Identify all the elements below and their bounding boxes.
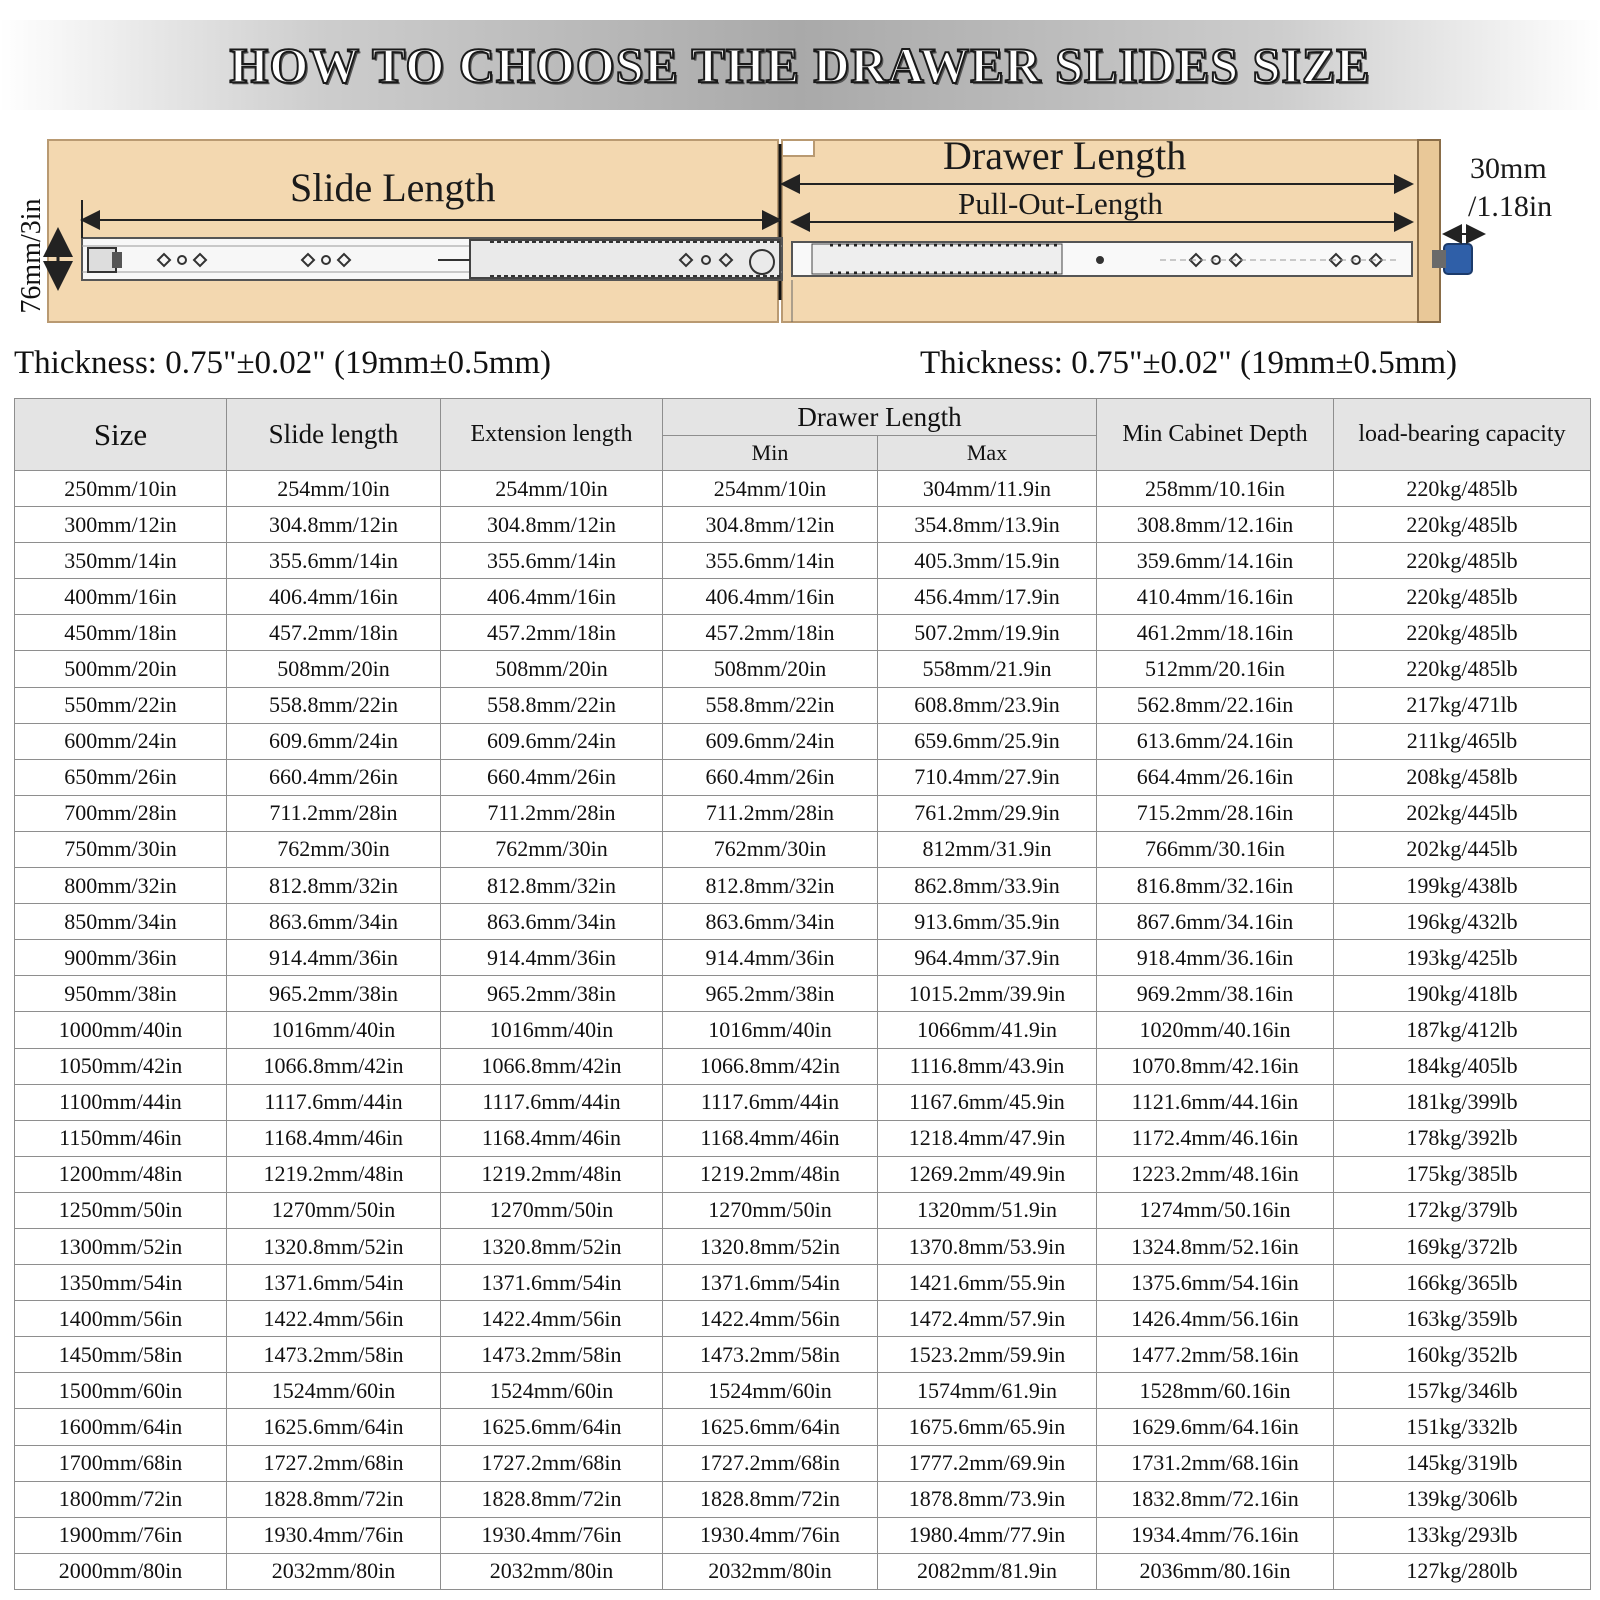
cell-drawer-max: 456.4mm/17.9in [878, 579, 1097, 615]
cell-drawer-max: 1472.4mm/57.9in [878, 1301, 1097, 1337]
cell-load-capacity: 178kg/392lb [1334, 1120, 1591, 1156]
cell-min-cabinet-depth: 1832.8mm/72.16in [1097, 1481, 1334, 1517]
cell-load-capacity: 163kg/359lb [1334, 1301, 1591, 1337]
cell-extension-length: 355.6mm/14in [441, 543, 663, 579]
cell-size: 1250mm/50in [15, 1192, 227, 1228]
header-drawer-min: Min [663, 436, 878, 471]
cell-size: 450mm/18in [15, 615, 227, 651]
table-row [15, 1301, 1591, 1337]
cell-min-cabinet-depth: 715.2mm/28.16in [1097, 795, 1334, 831]
cell-drawer-max: 1167.6mm/45.9in [878, 1084, 1097, 1120]
cell-drawer-max: 659.6mm/25.9in [878, 723, 1097, 759]
cell-extension-length: 660.4mm/26in [441, 759, 663, 795]
table-row [15, 940, 1591, 976]
drawer-slide-diagram [0, 130, 1600, 340]
cell-drawer-max: 1370.8mm/53.9in [878, 1228, 1097, 1264]
height-label: 76mm/3in [16, 198, 47, 314]
cell-drawer-max: 1116.8mm/43.9in [878, 1048, 1097, 1084]
cell-drawer-max: 1320mm/51.9in [878, 1192, 1097, 1228]
cell-slide-length: 2032mm/80in [227, 1553, 441, 1589]
header-drawer-max: Max [878, 436, 1097, 471]
cell-extension-length: 508mm/20in [441, 651, 663, 687]
table-row [15, 868, 1591, 904]
cell-size: 650mm/26in [15, 759, 227, 795]
cell-drawer-min: 762mm/30in [663, 831, 878, 867]
cell-load-capacity: 160kg/352lb [1334, 1337, 1591, 1373]
cell-slide-length: 304.8mm/12in [227, 507, 441, 543]
cell-load-capacity: 220kg/485lb [1334, 507, 1591, 543]
cell-size: 1800mm/72in [15, 1481, 227, 1517]
table-row [15, 543, 1591, 579]
cell-load-capacity: 184kg/405lb [1334, 1048, 1591, 1084]
gap-mm-label: 30mm [1470, 152, 1547, 185]
cell-slide-length: 457.2mm/18in [227, 615, 441, 651]
cell-slide-length: 1371.6mm/54in [227, 1265, 441, 1301]
cell-load-capacity: 220kg/485lb [1334, 615, 1591, 651]
table-row [15, 1156, 1591, 1192]
cell-slide-length: 1473.2mm/58in [227, 1337, 441, 1373]
pull-out-length-label: Pull-Out-Length [958, 186, 1163, 221]
cell-load-capacity: 193kg/425lb [1334, 940, 1591, 976]
cell-drawer-min: 1828.8mm/72in [663, 1481, 878, 1517]
header-load-capacity: load-bearing capacity [1334, 399, 1591, 471]
gap-in-label: /1.18in [1468, 190, 1553, 223]
cell-size: 1450mm/58in [15, 1337, 227, 1373]
table-row [15, 1337, 1591, 1373]
cell-slide-length: 558.8mm/22in [227, 687, 441, 723]
cell-drawer-min: 457.2mm/18in [663, 615, 878, 651]
cell-drawer-max: 405.3mm/15.9in [878, 543, 1097, 579]
cell-slide-length: 609.6mm/24in [227, 723, 441, 759]
cell-size: 550mm/22in [15, 687, 227, 723]
cell-drawer-min: 660.4mm/26in [663, 759, 878, 795]
cell-size: 2000mm/80in [15, 1553, 227, 1589]
cell-size: 350mm/14in [15, 543, 227, 579]
table-row [15, 1445, 1591, 1481]
cell-extension-length: 2032mm/80in [441, 1553, 663, 1589]
cell-drawer-max: 354.8mm/13.9in [878, 507, 1097, 543]
drawer-front [1418, 140, 1440, 322]
cell-min-cabinet-depth: 2036mm/80.16in [1097, 1553, 1334, 1589]
cell-drawer-max: 1980.4mm/77.9in [878, 1517, 1097, 1553]
header-size: Size [15, 399, 227, 471]
cell-size: 250mm/10in [15, 471, 227, 507]
cell-slide-length: 914.4mm/36in [227, 940, 441, 976]
table-row [15, 976, 1591, 1012]
cell-drawer-max: 1066mm/41.9in [878, 1012, 1097, 1048]
cell-load-capacity: 172kg/379lb [1334, 1192, 1591, 1228]
table-row [15, 723, 1591, 759]
cell-extension-length: 558.8mm/22in [441, 687, 663, 723]
cell-size: 1700mm/68in [15, 1445, 227, 1481]
cell-load-capacity: 196kg/432lb [1334, 904, 1591, 940]
cell-drawer-min: 1117.6mm/44in [663, 1084, 878, 1120]
cell-load-capacity: 202kg/445lb [1334, 831, 1591, 867]
header-extension-length: Extension length [441, 399, 663, 471]
cell-drawer-min: 254mm/10in [663, 471, 878, 507]
cell-extension-length: 1625.6mm/64in [441, 1409, 663, 1445]
cell-extension-length: 1320.8mm/52in [441, 1228, 663, 1264]
size-spec-table [14, 398, 1591, 1590]
cell-min-cabinet-depth: 766mm/30.16in [1097, 831, 1334, 867]
cell-drawer-max: 507.2mm/19.9in [878, 615, 1097, 651]
cell-size: 850mm/34in [15, 904, 227, 940]
cell-min-cabinet-depth: 1324.8mm/52.16in [1097, 1228, 1334, 1264]
cell-drawer-max: 1675.6mm/65.9in [878, 1409, 1097, 1445]
slide-length-label: Slide Length [290, 165, 496, 210]
cell-min-cabinet-depth: 258mm/10.16in [1097, 471, 1334, 507]
cell-size: 1150mm/46in [15, 1120, 227, 1156]
cell-load-capacity: 202kg/445lb [1334, 795, 1591, 831]
cell-size: 1000mm/40in [15, 1012, 227, 1048]
cell-drawer-max: 1878.8mm/73.9in [878, 1481, 1097, 1517]
cell-slide-length: 711.2mm/28in [227, 795, 441, 831]
cell-load-capacity: 151kg/332lb [1334, 1409, 1591, 1445]
table-row [15, 1373, 1591, 1409]
cell-drawer-min: 355.6mm/14in [663, 543, 878, 579]
cell-drawer-min: 609.6mm/24in [663, 723, 878, 759]
cell-size: 1500mm/60in [15, 1373, 227, 1409]
cell-min-cabinet-depth: 1172.4mm/46.16in [1097, 1120, 1334, 1156]
table-row [15, 1517, 1591, 1553]
cell-load-capacity: 127kg/280lb [1334, 1553, 1591, 1589]
cell-drawer-min: 1219.2mm/48in [663, 1156, 878, 1192]
cell-drawer-min: 965.2mm/38in [663, 976, 878, 1012]
cell-slide-length: 1828.8mm/72in [227, 1481, 441, 1517]
cell-size: 1600mm/64in [15, 1409, 227, 1445]
cell-slide-length: 863.6mm/34in [227, 904, 441, 940]
table-row [15, 1553, 1591, 1589]
cell-min-cabinet-depth: 1070.8mm/42.16in [1097, 1048, 1334, 1084]
cell-drawer-min: 406.4mm/16in [663, 579, 878, 615]
table-row [15, 1012, 1591, 1048]
cell-min-cabinet-depth: 410.4mm/16.16in [1097, 579, 1334, 615]
table-row [15, 759, 1591, 795]
cell-slide-length: 660.4mm/26in [227, 759, 441, 795]
cell-load-capacity: 166kg/365lb [1334, 1265, 1591, 1301]
cell-extension-length: 1473.2mm/58in [441, 1337, 663, 1373]
cell-drawer-min: 508mm/20in [663, 651, 878, 687]
cell-size: 750mm/30in [15, 831, 227, 867]
cell-load-capacity: 169kg/372lb [1334, 1228, 1591, 1264]
cell-drawer-min: 1422.4mm/56in [663, 1301, 878, 1337]
cell-load-capacity: 133kg/293lb [1334, 1517, 1591, 1553]
page-title: HOW TO CHOOSE THE DRAWER SLIDES SIZE [229, 37, 1371, 93]
cell-extension-length: 1066.8mm/42in [441, 1048, 663, 1084]
cell-slide-length: 1422.4mm/56in [227, 1301, 441, 1337]
cell-extension-length: 304.8mm/12in [441, 507, 663, 543]
cell-min-cabinet-depth: 1934.4mm/76.16in [1097, 1517, 1334, 1553]
cell-load-capacity: 220kg/485lb [1334, 543, 1591, 579]
cell-extension-length: 762mm/30in [441, 831, 663, 867]
cell-drawer-max: 1015.2mm/39.9in [878, 976, 1097, 1012]
cell-drawer-max: 2082mm/81.9in [878, 1553, 1097, 1589]
cell-slide-length: 1219.2mm/48in [227, 1156, 441, 1192]
cell-extension-length: 1016mm/40in [441, 1012, 663, 1048]
cell-extension-length: 1930.4mm/76in [441, 1517, 663, 1553]
cell-size: 950mm/38in [15, 976, 227, 1012]
cell-drawer-min: 1625.6mm/64in [663, 1409, 878, 1445]
table-body [15, 471, 1591, 1590]
thickness-note-left: Thickness: 0.75"±0.02" (19mm±0.5mm) [14, 345, 552, 381]
cell-extension-length: 1727.2mm/68in [441, 1445, 663, 1481]
cell-slide-length: 1727.2mm/68in [227, 1445, 441, 1481]
cell-extension-length: 1270mm/50in [441, 1192, 663, 1228]
table-row [15, 904, 1591, 940]
cell-extension-length: 965.2mm/38in [441, 976, 663, 1012]
cell-min-cabinet-depth: 359.6mm/14.16in [1097, 543, 1334, 579]
cell-drawer-min: 914.4mm/36in [663, 940, 878, 976]
cell-min-cabinet-depth: 918.4mm/36.16in [1097, 940, 1334, 976]
cell-load-capacity: 175kg/385lb [1334, 1156, 1591, 1192]
slide-illustration [0, 130, 1600, 340]
cell-min-cabinet-depth: 1528mm/60.16in [1097, 1373, 1334, 1409]
cell-load-capacity: 220kg/485lb [1334, 471, 1591, 507]
cell-min-cabinet-depth: 1629.6mm/64.16in [1097, 1409, 1334, 1445]
cell-min-cabinet-depth: 512mm/20.16in [1097, 651, 1334, 687]
table-row [15, 1228, 1591, 1264]
cell-drawer-max: 1421.6mm/55.9in [878, 1265, 1097, 1301]
cell-drawer-max: 1777.2mm/69.9in [878, 1445, 1097, 1481]
cell-size: 900mm/36in [15, 940, 227, 976]
header-min-cabinet-depth: Min Cabinet Depth [1097, 399, 1334, 471]
cell-extension-length: 457.2mm/18in [441, 615, 663, 651]
cell-size: 600mm/24in [15, 723, 227, 759]
cell-size: 1350mm/54in [15, 1265, 227, 1301]
cell-load-capacity: 217kg/471lb [1334, 687, 1591, 723]
cell-drawer-min: 1168.4mm/46in [663, 1120, 878, 1156]
cell-drawer-min: 1270mm/50in [663, 1192, 878, 1228]
cell-slide-length: 1320.8mm/52in [227, 1228, 441, 1264]
cell-drawer-max: 558mm/21.9in [878, 651, 1097, 687]
table-row [15, 471, 1591, 507]
cell-drawer-max: 710.4mm/27.9in [878, 759, 1097, 795]
cell-slide-length: 355.6mm/14in [227, 543, 441, 579]
cell-min-cabinet-depth: 969.2mm/38.16in [1097, 976, 1334, 1012]
table-row [15, 579, 1591, 615]
cell-min-cabinet-depth: 461.2mm/18.16in [1097, 615, 1334, 651]
cell-size: 800mm/32in [15, 868, 227, 904]
cell-slide-length: 1524mm/60in [227, 1373, 441, 1409]
cell-drawer-min: 558.8mm/22in [663, 687, 878, 723]
table-row [15, 651, 1591, 687]
cell-drawer-min: 304.8mm/12in [663, 507, 878, 543]
cell-slide-length: 1930.4mm/76in [227, 1517, 441, 1553]
cell-slide-length: 508mm/20in [227, 651, 441, 687]
cell-drawer-min: 711.2mm/28in [663, 795, 878, 831]
cell-min-cabinet-depth: 1274mm/50.16in [1097, 1192, 1334, 1228]
cell-extension-length: 1828.8mm/72in [441, 1481, 663, 1517]
cell-drawer-max: 1574mm/61.9in [878, 1373, 1097, 1409]
cell-drawer-min: 1727.2mm/68in [663, 1445, 878, 1481]
cell-drawer-min: 1930.4mm/76in [663, 1517, 878, 1553]
cell-drawer-min: 1016mm/40in [663, 1012, 878, 1048]
cell-load-capacity: 139kg/306lb [1334, 1481, 1591, 1517]
cell-size: 1100mm/44in [15, 1084, 227, 1120]
cell-min-cabinet-depth: 308.8mm/12.16in [1097, 507, 1334, 543]
drawer-length-label: Drawer Length [943, 133, 1187, 178]
cell-drawer-min: 2032mm/80in [663, 1553, 878, 1589]
table-row [15, 1409, 1591, 1445]
cell-extension-length: 711.2mm/28in [441, 795, 663, 831]
cell-extension-length: 1219.2mm/48in [441, 1156, 663, 1192]
cell-size: 1400mm/56in [15, 1301, 227, 1337]
cell-load-capacity: 145kg/319lb [1334, 1445, 1591, 1481]
cell-load-capacity: 157kg/346lb [1334, 1373, 1591, 1409]
cell-size: 1050mm/42in [15, 1048, 227, 1084]
cell-slide-length: 254mm/10in [227, 471, 441, 507]
cell-drawer-min: 1320.8mm/52in [663, 1228, 878, 1264]
cell-extension-length: 1422.4mm/56in [441, 1301, 663, 1337]
cell-extension-length: 914.4mm/36in [441, 940, 663, 976]
cell-size: 1900mm/76in [15, 1517, 227, 1553]
cell-slide-length: 1270mm/50in [227, 1192, 441, 1228]
cell-size: 1300mm/52in [15, 1228, 227, 1264]
table-row [15, 1192, 1591, 1228]
cell-slide-length: 1168.4mm/46in [227, 1120, 441, 1156]
cell-drawer-max: 862.8mm/33.9in [878, 868, 1097, 904]
cell-size: 300mm/12in [15, 507, 227, 543]
cell-drawer-max: 608.8mm/23.9in [878, 687, 1097, 723]
table-row [15, 1120, 1591, 1156]
cell-slide-length: 762mm/30in [227, 831, 441, 867]
cell-slide-length: 1117.6mm/44in [227, 1084, 441, 1120]
cell-drawer-max: 761.2mm/29.9in [878, 795, 1097, 831]
cell-size: 500mm/20in [15, 651, 227, 687]
cell-drawer-max: 1218.4mm/47.9in [878, 1120, 1097, 1156]
cell-drawer-min: 812.8mm/32in [663, 868, 878, 904]
cell-drawer-min: 863.6mm/34in [663, 904, 878, 940]
cell-size: 1200mm/48in [15, 1156, 227, 1192]
cell-load-capacity: 187kg/412lb [1334, 1012, 1591, 1048]
cell-load-capacity: 181kg/399lb [1334, 1084, 1591, 1120]
bearing-cage [470, 240, 780, 278]
table-row [15, 1048, 1591, 1084]
cell-load-capacity: 220kg/485lb [1334, 579, 1591, 615]
header-drawer-length: Drawer Length [663, 399, 1097, 436]
cell-drawer-max: 964.4mm/37.9in [878, 940, 1097, 976]
table-row [15, 1265, 1591, 1301]
cell-slide-length: 1625.6mm/64in [227, 1409, 441, 1445]
title-banner [0, 20, 1600, 110]
cell-slide-length: 406.4mm/16in [227, 579, 441, 615]
cell-load-capacity: 208kg/458lb [1334, 759, 1591, 795]
cell-drawer-max: 812mm/31.9in [878, 831, 1097, 867]
cell-load-capacity: 211kg/465lb [1334, 723, 1591, 759]
cell-min-cabinet-depth: 664.4mm/26.16in [1097, 759, 1334, 795]
cell-extension-length: 406.4mm/16in [441, 579, 663, 615]
cell-load-capacity: 190kg/418lb [1334, 976, 1591, 1012]
cell-size: 700mm/28in [15, 795, 227, 831]
table-row [15, 507, 1591, 543]
table-row [15, 795, 1591, 831]
cell-extension-length: 1371.6mm/54in [441, 1265, 663, 1301]
cell-extension-length: 1168.4mm/46in [441, 1120, 663, 1156]
cell-min-cabinet-depth: 816.8mm/32.16in [1097, 868, 1334, 904]
cell-load-capacity: 220kg/485lb [1334, 651, 1591, 687]
cell-extension-length: 863.6mm/34in [441, 904, 663, 940]
cell-drawer-max: 1269.2mm/49.9in [878, 1156, 1097, 1192]
table-row [15, 687, 1591, 723]
cell-size: 400mm/16in [15, 579, 227, 615]
cell-drawer-min: 1066.8mm/42in [663, 1048, 878, 1084]
table-row [15, 1084, 1591, 1120]
table-row [15, 831, 1591, 867]
cell-drawer-max: 304mm/11.9in [878, 471, 1097, 507]
cell-drawer-max: 913.6mm/35.9in [878, 904, 1097, 940]
cell-extension-length: 609.6mm/24in [441, 723, 663, 759]
cell-min-cabinet-depth: 1426.4mm/56.16in [1097, 1301, 1334, 1337]
table-row [15, 1481, 1591, 1517]
cell-slide-length: 812.8mm/32in [227, 868, 441, 904]
cell-min-cabinet-depth: 1223.2mm/48.16in [1097, 1156, 1334, 1192]
cell-slide-length: 1016mm/40in [227, 1012, 441, 1048]
thickness-note-right: Thickness: 0.75"±0.02" (19mm±0.5mm) [920, 345, 1458, 381]
cell-drawer-min: 1473.2mm/58in [663, 1337, 878, 1373]
header-slide-length: Slide length [227, 399, 441, 471]
cell-min-cabinet-depth: 613.6mm/24.16in [1097, 723, 1334, 759]
release-handle [1444, 244, 1472, 274]
cell-min-cabinet-depth: 1477.2mm/58.16in [1097, 1337, 1334, 1373]
cell-min-cabinet-depth: 1020mm/40.16in [1097, 1012, 1334, 1048]
table-row [15, 615, 1591, 651]
cell-min-cabinet-depth: 1731.2mm/68.16in [1097, 1445, 1334, 1481]
cell-extension-length: 1117.6mm/44in [441, 1084, 663, 1120]
cell-slide-length: 965.2mm/38in [227, 976, 441, 1012]
cell-min-cabinet-depth: 867.6mm/34.16in [1097, 904, 1334, 940]
cell-min-cabinet-depth: 1375.6mm/54.16in [1097, 1265, 1334, 1301]
cell-drawer-min: 1524mm/60in [663, 1373, 878, 1409]
cell-extension-length: 254mm/10in [441, 471, 663, 507]
cell-min-cabinet-depth: 562.8mm/22.16in [1097, 687, 1334, 723]
cell-load-capacity: 199kg/438lb [1334, 868, 1591, 904]
cell-min-cabinet-depth: 1121.6mm/44.16in [1097, 1084, 1334, 1120]
cell-slide-length: 1066.8mm/42in [227, 1048, 441, 1084]
cell-extension-length: 1524mm/60in [441, 1373, 663, 1409]
cell-drawer-min: 1371.6mm/54in [663, 1265, 878, 1301]
cell-extension-length: 812.8mm/32in [441, 868, 663, 904]
cell-drawer-max: 1523.2mm/59.9in [878, 1337, 1097, 1373]
